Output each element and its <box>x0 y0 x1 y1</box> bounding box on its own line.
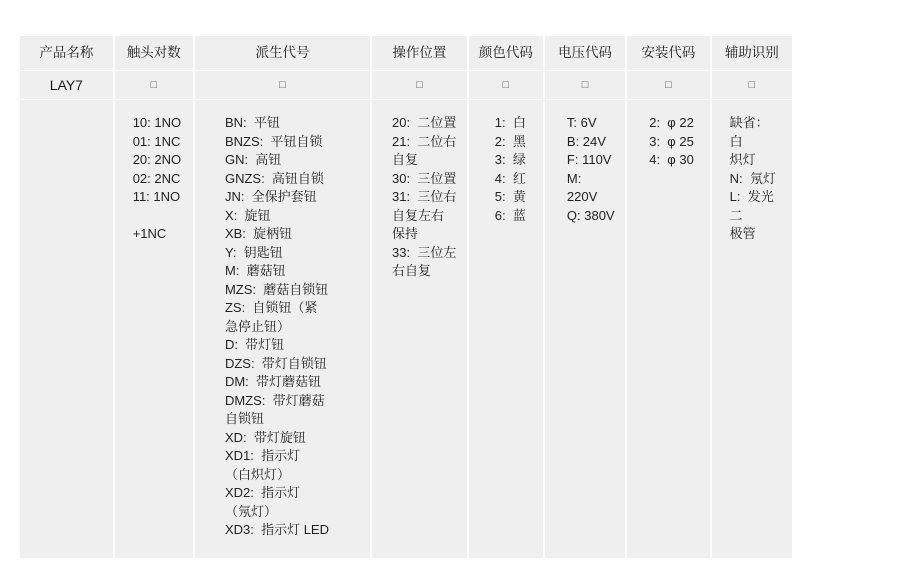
product-code-spec-table <box>18 36 794 558</box>
cell-contacts-options <box>115 100 193 558</box>
option-line: T: 6V <box>566 115 597 130</box>
option-line: L: 发光二 <box>729 189 774 223</box>
option-line: M: 220V <box>566 170 598 204</box>
cell-product-value <box>20 71 113 100</box>
placeholder-contacts: □ <box>115 71 193 100</box>
cell-product-name-options <box>20 100 113 558</box>
header-product-name: 产品名称 <box>20 36 113 71</box>
option-line: MZS: 蘑菇自锁钮 <box>224 281 329 297</box>
option-line: BNZS: 平钮自锁 <box>224 133 323 149</box>
contacts-option-list <box>127 114 183 244</box>
option-line: B: 24V <box>566 133 606 149</box>
option-line: Q: 380V <box>566 207 615 223</box>
option-line: +1NC <box>132 207 167 241</box>
option-line: XD3: 指示灯 LED <box>224 522 329 537</box>
option-line: 6: 蓝 <box>494 207 526 223</box>
option-line: 自复 <box>392 152 419 167</box>
option-line: （氖灯） <box>224 503 277 519</box>
option-line: 11: 1NO <box>132 189 181 204</box>
option-line: 20: 二位置 <box>392 115 457 130</box>
spec-table-container <box>18 36 794 558</box>
cell-color-options <box>469 100 543 558</box>
option-line: 02: 2NC <box>132 170 181 186</box>
option-line: 10: 1NO <box>132 115 182 130</box>
table-code-row <box>20 71 792 100</box>
option-line: 4: φ 30 <box>649 152 694 167</box>
placeholder-derivation: □ <box>195 71 370 100</box>
option-line: XD: 带灯旋钮 <box>224 429 306 445</box>
header-color-code: 颜色代码 <box>469 36 543 71</box>
option-line: 3: 绿 <box>494 152 526 167</box>
option-line: 31: 三位右 <box>392 189 457 204</box>
option-line: 21: 二位右 <box>392 133 457 149</box>
derivation-option-list <box>207 114 360 540</box>
option-line: D: 带灯钮 <box>224 337 285 352</box>
option-line: 缺省： 白 <box>729 115 773 149</box>
option-line: 01: 1NC <box>132 133 181 149</box>
option-line: 4: 红 <box>494 170 526 186</box>
option-line: 炽灯 <box>729 152 756 167</box>
option-line: 急停止钮） <box>224 318 290 334</box>
option-line: （白炽灯） <box>224 466 290 482</box>
voltage-option-list <box>557 114 615 225</box>
option-line: F: 110V <box>566 152 612 167</box>
option-line: DZS: 带灯自锁钮 <box>224 355 327 371</box>
placeholder-color: □ <box>469 71 543 100</box>
auxiliary-option-list <box>724 114 782 244</box>
header-auxiliary-id: 辅助识别 <box>712 36 792 71</box>
mounting-option-list <box>639 114 699 170</box>
option-line: GN: 高钮 <box>224 152 282 167</box>
cell-voltage-options <box>545 100 625 558</box>
option-line: 右自复 <box>392 263 432 278</box>
cell-position-options <box>372 100 467 558</box>
placeholder-mounting: □ <box>627 71 709 100</box>
option-line: GNZS: 高钮自锁 <box>224 170 324 186</box>
header-voltage-code: 电压代码 <box>545 36 625 71</box>
option-line: DM: 带灯蘑菇钮 <box>224 374 322 389</box>
option-line: 3: φ 25 <box>649 133 694 149</box>
option-line: 2: 黑 <box>494 133 526 149</box>
placeholder-auxiliary: □ <box>712 71 792 100</box>
option-line: 30: 三位置 <box>392 170 457 186</box>
option-line: 自复左右保持 <box>392 207 445 241</box>
cell-derivation-options <box>195 100 370 558</box>
option-line: XB: 旋柄钮 <box>224 226 293 241</box>
placeholder-position: □ <box>372 71 467 100</box>
header-operation-position: 操作位置 <box>372 36 467 71</box>
header-derivation-code: 派生代号 <box>195 36 370 71</box>
option-line: X: 旋钮 <box>224 207 271 223</box>
table-header-row <box>20 36 792 71</box>
option-line: 自锁钮 <box>224 411 264 426</box>
option-line: 1: 白 <box>494 115 526 130</box>
option-line: JN: 全保护套钮 <box>224 189 317 204</box>
option-line: BN: 平钮 <box>224 115 280 130</box>
option-line: 5: 黄 <box>494 189 526 204</box>
product-name-value: LAY7 <box>49 77 83 93</box>
placeholder-voltage: □ <box>545 71 625 100</box>
option-line: N: 氖灯 <box>729 170 776 186</box>
option-line: 20: 2NO <box>132 152 182 167</box>
table-body-row <box>20 100 792 558</box>
option-line: ZS: 自锁钮（紧 <box>224 300 318 315</box>
header-mounting-code: 安装代码 <box>627 36 709 71</box>
color-option-list <box>481 114 533 225</box>
header-contacts: 触头对数 <box>115 36 193 71</box>
option-line: Y: 钥匙钮 <box>224 244 283 260</box>
cell-auxiliary-options <box>712 100 792 558</box>
option-line: XD2: 指示灯 <box>224 485 301 500</box>
option-line: M: 蘑菇钮 <box>224 263 286 278</box>
option-line: 2: φ 22 <box>649 115 694 130</box>
option-line: 极管 <box>729 226 756 241</box>
option-line: XD1: 指示灯 <box>224 448 301 463</box>
option-line: DMZS: 带灯蘑菇 <box>224 392 325 408</box>
option-line: 33: 三位左 <box>392 244 457 260</box>
position-option-list <box>384 114 457 281</box>
cell-mounting-options <box>627 100 709 558</box>
